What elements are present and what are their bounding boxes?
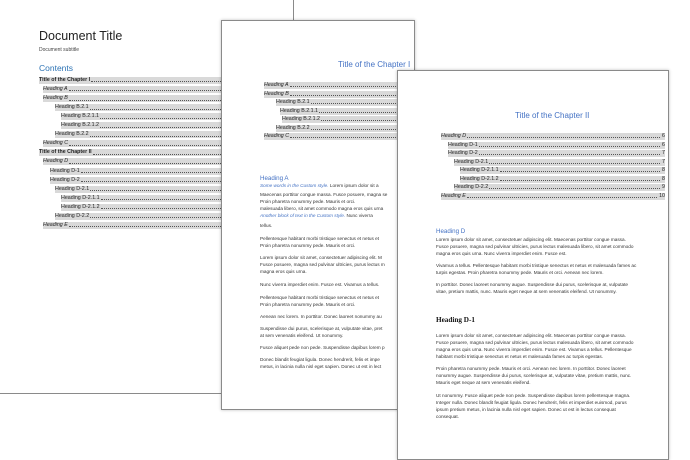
chapter-title: Title of the Chapter I — [338, 60, 411, 69]
toc-entry-label: Heading C — [264, 133, 290, 139]
toc-entry-label: Heading A — [43, 86, 68, 93]
paragraph: Lorem ipsum dolor sit amet, consectetuer adipiscing elit. Maecenas porttitor congue massa. — [436, 333, 626, 338]
toc-leader-dots — [467, 133, 660, 138]
toc-entry[interactable] — [454, 159, 665, 166]
paragraph: metus, in lacinia nulla nisl eget sapien. Donec ut est in lect — [260, 364, 382, 369]
paragraph: Proin pharetra nonummy pede. Mauris et orci. — [260, 302, 356, 307]
toc-entry-label: Heading D-2.1.1 — [460, 167, 499, 173]
custom-style-line — [260, 183, 379, 189]
toc-entry-label: Heading B.2.1.2 — [282, 116, 320, 122]
toc-leader-dots — [479, 142, 660, 147]
body-text: Lorem ipsum dolor sit a — [328, 183, 379, 188]
toc-page-number: 6 — [662, 133, 665, 139]
toc-entry-label: Title of the Chapter II — [39, 149, 92, 156]
toc-entry-label: Heading D-2.1 — [454, 158, 489, 165]
toc-entry-label: Heading B.2.2 — [55, 131, 89, 138]
toc-entry[interactable] — [448, 150, 665, 157]
paragraph: habitant morbi tristique senectus et netus et malesuada fames ac turpis egestas. — [436, 354, 604, 359]
paragraph: vitae, pretium mattis, nunc. Mauris eget neque at sem venenatis eleifend. Ut nonummy. — [436, 289, 617, 294]
toc-entry-label: Heading D-1 — [448, 141, 478, 148]
heading-a: Heading A — [260, 175, 289, 182]
toc-page-number: 9 — [662, 184, 665, 190]
toc-entry-label: Heading B.2.1.1 — [280, 107, 318, 114]
chapter-title: Title of the Chapter II — [515, 111, 590, 120]
toc-entry[interactable] — [264, 133, 415, 140]
paragraph: Donec blandit feugiat ligula. Donec hendrerit, felis et impe — [260, 357, 380, 362]
toc-entry-label: Heading E — [441, 192, 466, 199]
toc-entry-label: Heading B.2.1.2 — [61, 122, 99, 129]
toc-entry[interactable] — [280, 108, 415, 115]
toc-page-number: 7 — [662, 158, 665, 165]
toc-leader-dots — [479, 150, 660, 155]
paragraph: Proin pharetra nonummy pede. Mauris et orci. — [260, 199, 356, 204]
toc-page-number: 7 — [662, 150, 665, 156]
paragraph: consequat. — [436, 414, 459, 419]
toc-entry-label: Heading D-2 — [448, 150, 478, 156]
document-title: Document Title — [39, 29, 123, 43]
paragraph: Mauris eget neque at sem venenatis eleifend. — [436, 380, 531, 385]
toc-leader-dots — [500, 167, 660, 172]
heading-d: Heading D — [436, 228, 466, 235]
toc-entry[interactable] — [276, 125, 415, 132]
document-page-3 — [397, 70, 669, 460]
toc-entry-label: Heading D-1 — [50, 167, 80, 174]
toc-entry-label: Title of the Chapter I — [39, 77, 91, 83]
document-page-2 — [221, 20, 415, 410]
contents-heading: Contents — [39, 63, 74, 73]
toc-page-number: 8 — [662, 167, 665, 173]
toc-entry[interactable] — [441, 193, 665, 200]
toc-entry-label: Heading D-2.1.2 — [61, 203, 100, 210]
paragraph: Ut nonummy. Fusce aliquet pede non pede. Suspendisse dapibus lorem pellentesque magna. — [436, 393, 631, 398]
toc-entry-label: Heading E — [43, 221, 68, 228]
paragraph: Fusce posuere, magna sed pulvinar ultricies, purus lectus malesuada libero, sit amet commodo — [436, 244, 634, 249]
toc-entry-label: Heading B.2.1 — [55, 104, 89, 111]
toc-entry-label: Heading D-2.2 — [454, 184, 489, 190]
toc-leader-dots — [467, 193, 657, 198]
paragraph: Vivamus a tellus. Pellentesque habitant morbi tristique senectus et netus et malesuada fames ac — [436, 263, 637, 268]
heading-d-1: Heading D-1 — [436, 316, 475, 324]
paragraph: Proin pharetra nonummy pede. Mauris et orci. Aenean nec lorem. In porttitor. Donec laoreet — [436, 366, 626, 371]
toc-entry[interactable] — [460, 167, 665, 174]
body-text: Nunc viverra — [345, 213, 373, 218]
toc-entry[interactable] — [454, 184, 665, 191]
paragraph: Pellentesque habitant morbi tristique senectus et netus et — [260, 236, 380, 241]
toc-page-number: 10 — [659, 192, 665, 199]
toc-entry-label: Heading D — [43, 158, 69, 165]
custom-style-text: Some words in the Custom style. — [260, 183, 329, 188]
toc-entry[interactable] — [264, 91, 415, 98]
paragraph: Lorem ipsum dolor sit amet, consectetuer adipiscing elit. Maecenas porttitor congue massa. — [436, 237, 626, 242]
paragraph: In porttitor. Donec laoreet nonummy augue. Suspendisse dui purus, scelerisque at, vulputate — [436, 282, 629, 287]
paragraph: Fusce aliquet pede non pede. Suspendisse dapibus lorem p — [260, 345, 385, 350]
paragraph: nonummy augue. Suspendisse dui purus, scelerisque at, vulputate vitae, pretium mattis, nunc. — [436, 373, 632, 378]
toc-entry-label: Heading A — [264, 82, 289, 88]
toc-entry-label: Heading B — [43, 95, 68, 102]
paragraph: magna eros quis urna. Nunc viverra imperdiet enim. Fusce est. — [436, 251, 567, 256]
paragraph: Nunc viverra imperdiet enim. Fusce est. Vivamus a tellus. — [260, 282, 380, 287]
toc-entry[interactable] — [276, 99, 415, 106]
toc-entry-label: Heading B — [264, 90, 289, 97]
toc-entry-label: Heading D-2.1.2 — [460, 175, 499, 182]
document-subtitle: Document subtitle — [39, 47, 80, 53]
paragraph: Maecenas porttitor congue massa. Fusce posuere, magna se — [260, 192, 388, 197]
paragraph: Aenean nec lorem. In porttitor. Donec laoreet nonummy au — [260, 314, 382, 319]
toc-leader-dots — [489, 184, 660, 189]
custom-style-line — [260, 213, 373, 219]
paragraph: ipsum pretium metus, in lacinia nulla nisl eget sapien. Donec ut est in lectus consequat — [436, 407, 616, 412]
paragraph: magna eros quis urna. Nunc viverra imperdiet enim. Fusce est. Vivamus a tellus. Pellentesque — [436, 347, 632, 352]
toc-entry-label: Heading D-2.2 — [55, 212, 90, 219]
toc-leader-dots — [500, 176, 660, 181]
paragraph: Proin pharetra nonummy pede. Mauris et orci. — [260, 243, 356, 248]
toc-entry[interactable] — [448, 142, 665, 149]
toc-entry-label: Heading D — [441, 133, 467, 139]
toc-entry[interactable] — [460, 176, 665, 183]
toc-leader-dots — [489, 159, 660, 164]
toc-entry-label: Heading B.2.1.1 — [61, 113, 99, 120]
paragraph: Integer nulla. Donec blandit feugiat ligula. Donec hendrerit, felis et imperdiet euismod, purus — [436, 400, 627, 405]
toc-page-number: 6 — [662, 141, 665, 148]
paragraph: Pellentesque habitant morbi tristique senectus et netus et — [260, 295, 380, 300]
paragraph: malesuada libero, sit amet commodo magna eros quis urna — [260, 206, 384, 211]
custom-style-text: Another block of text in the Custom style. — [260, 213, 346, 218]
toc-entry[interactable] — [282, 116, 415, 123]
paragraph: at sem venenatis eleifend. Ut nonummy. — [260, 333, 344, 338]
paragraph: Lorem ipsum dolor sit amet, consectetuer adipiscing elit. M — [260, 255, 382, 260]
toc-entry-label: Heading D-2.1.1 — [61, 194, 100, 201]
paragraph: Suspendisse dui purus, scelerisque at, vulputate vitae, pret — [260, 326, 383, 331]
paragraph: Fusce posuere, magna sed pulvinar ultricies, purus lectus malesuada libero, sit amet commodo — [436, 340, 634, 345]
paragraph: turpis egestas. Proin pharetra nonummy pede. Mauris et orci. Aenean nec lorem. — [436, 270, 604, 275]
toc-entry-label: Heading D-2 — [50, 176, 80, 183]
toc-entry-label: Heading B.2.2 — [276, 124, 310, 131]
paragraph: magna eros quis urna. — [260, 269, 307, 274]
toc-entry[interactable] — [441, 133, 665, 140]
paragraph: tellus. — [260, 223, 273, 228]
paragraph: Fusce posuere, magna sed pulvinar ultricies, purus lectus m — [260, 262, 385, 267]
toc-entry-label: Heading B.2.1 — [276, 99, 310, 105]
toc-page-number: 8 — [662, 175, 665, 182]
toc-entry-label: Heading C — [43, 140, 69, 147]
toc-entry-label: Heading D-2.1 — [55, 185, 90, 192]
toc-entry[interactable] — [264, 82, 415, 89]
